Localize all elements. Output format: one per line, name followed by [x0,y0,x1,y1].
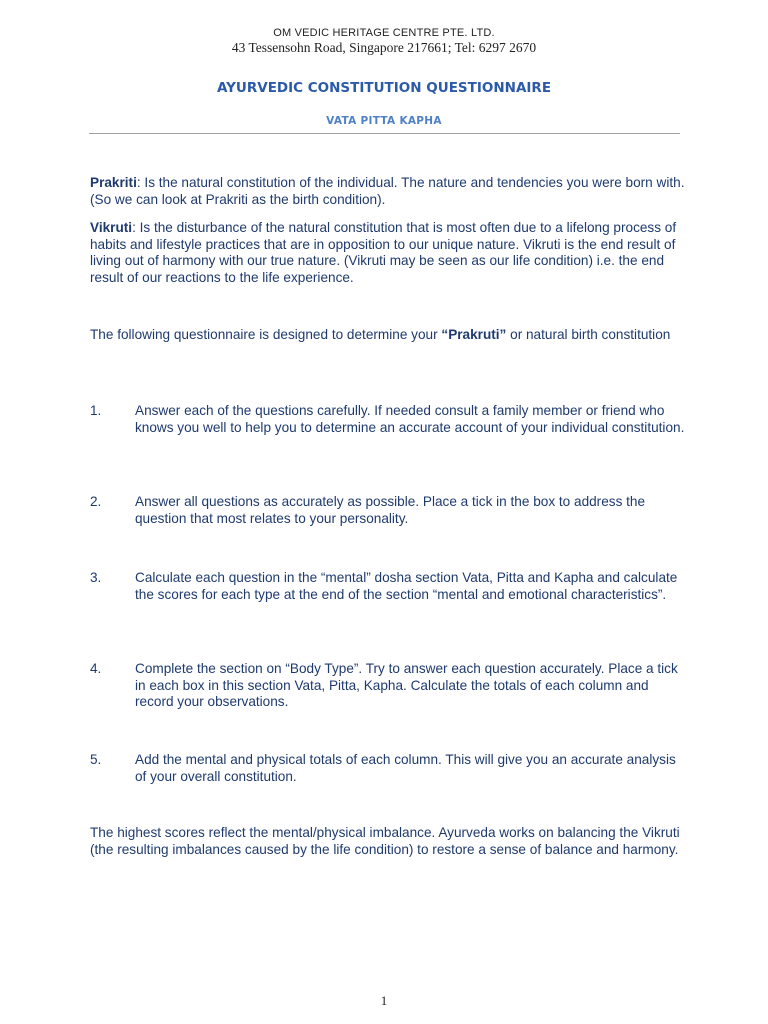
vikruti-term: Vikruti [90,220,133,235]
intro-text-after: or natural birth constitution [506,327,671,342]
prakriti-definition [90,175,690,208]
instruction-number: 1. [90,403,102,418]
intro-emphasis: “Prakruti” [441,327,507,342]
prakriti-term: Prakriti [90,175,137,190]
instruction-number: 5. [90,752,102,767]
vikruti-definition [90,220,690,286]
intro-paragraph [90,327,690,344]
vikruti-text: : Is the disturbance of the natural constitution that is most often due to a lifelong process of habits and lifestyle practices that are in opposition to our unique nature. Vikruti is the end result of living out of harmony with our true nature. (Vikruti may be seen as our life condition) i.e. the end result of our reactions to the life experience. [90,220,677,285]
header-divider [89,133,680,134]
instruction-text: Complete the section on “Body Type”. Try to answer each question accurately. Place a tick in each box in this section Vata, Pitta, Kapha. Calculate the totals of each column and record your observations. [135,661,678,709]
instruction-number: 4. [90,661,102,676]
prakriti-text: : Is the natural constitution of the individual. The nature and tendencies you were born with. (So we can look at Prakriti as the birth condition). [90,175,685,207]
instruction-text: Add the mental and physical totals of each column. This will give you an accurate analysis of your overall constitution. [135,752,676,784]
closing-paragraph: The highest scores reflect the mental/physical imbalance. Ayurveda works on balancing the Vikruti (the resulting imbalances caused by the life condition) to restore a sense of balance and harmony. [90,825,680,857]
company-address: 43 Tessensohn Road, Singapore 217661; Tel: 6297 2670 [231,40,537,55]
instruction-text: Answer each of the questions carefully. If needed consult a family member or friend who knows you well to help you to determine an accurate account of your individual constitution. [135,403,685,435]
instruction-number: 3. [90,570,102,585]
document-subtitle: VATA PITTA KAPHA [326,115,442,127]
instruction-number: 2. [90,494,102,509]
company-name: OM VEDIC HERITAGE CENTRE PTE. LTD. [273,27,495,39]
intro-text-before: The following questionnaire is designed to determine your [90,327,442,342]
document-title: AYURVEDIC CONSTITUTION QUESTIONNAIRE [216,80,552,96]
instruction-text: Answer all questions as accurately as possible. Place a tick in the box to address the question that most relates to your personality. [135,494,646,526]
page-number: 1 [380,993,388,1008]
instruction-text: Calculate each question in the “mental” dosha section Vata, Pitta and Kapha and calculate the scores for each type at the end of the section “mental and emotional characteristics”. [135,570,678,602]
